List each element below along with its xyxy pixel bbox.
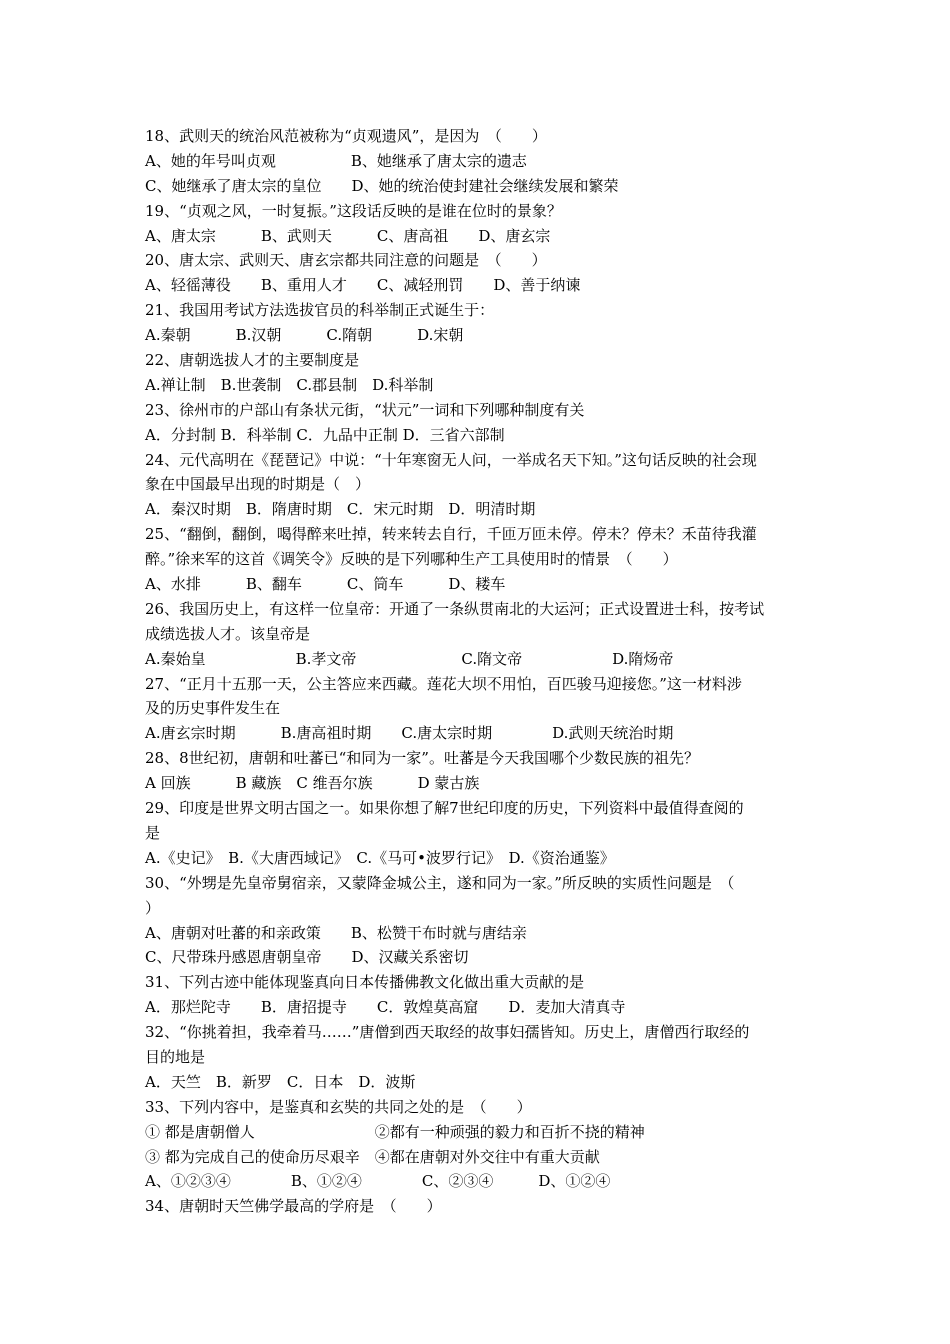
q33-options: A、①②③④ B、①②④ C、②③④ D、①②④ — [145, 1172, 611, 1191]
q24-stem-cont: 象在中国最早出现的时期是（ ） — [145, 475, 371, 494]
q30-stem: 30、“外甥是先皇帝舅宿亲，又蒙降金城公主，遂和同为一家。”所反映的实质性问题是 （ — [145, 873, 735, 892]
q31-options: A．那烂陀寺 B．唐招提寺 C．敦煌莫高窟 D．麦加大清真寺 — [145, 998, 626, 1017]
q20-stem: 20、唐太宗、武则天、唐玄宗都共同注意的问题是 （ ） — [145, 251, 547, 270]
q27-stem: 27、“正月十五那一天，公主答应来西藏。莲花大坝不用怕，百匹骏马迎接您。”这一材料涉 — [145, 674, 742, 693]
q26-options: A.秦始皇 B.孝文帝 C.隋文帝 D.隋炀帝 — [145, 649, 674, 668]
q28-stem: 28、8世纪初，唐朝和吐蕃已“和同为一家”。吐蕃是今天我国哪个少数民族的祖先？ — [145, 749, 699, 768]
q18-options-cd: C、她继承了唐太宗的皇位 D、她的统治使封建社会继续发展和繁荣 — [145, 176, 619, 195]
q22-options: A.禅让制 B.世袭制 C.郡县制 D.科举制 — [145, 375, 434, 394]
q30-stem-cont: ） — [145, 898, 161, 917]
q33-item-3-4: ③ 都为完成自己的使命历尽艰辛 ④都在唐朝对外交往中有重大贡献 — [145, 1147, 600, 1166]
q23-stem: 23、徐州市的户部山有条状元街，“状元”一词和下列哪种制度有关 — [145, 400, 585, 419]
q29-options: A.《史记》 B.《大唐西域记》 C.《马可•波罗行记》 D.《资治通鉴》 — [145, 848, 615, 867]
q24-options: A．秦汉时期 B．隋唐时期 C．宋元时期 D．明清时期 — [145, 500, 536, 519]
q20-options: A、轻徭薄役 B、重用人才 C、减轻刑罚 D、善于纳谏 — [145, 276, 581, 295]
q29-stem-cont: 是 — [145, 823, 161, 842]
q25-stem: 25、“翻倒，翻倒，喝得醉来吐掉，转来转去自行，千匝万匝未停。停未？停未？禾苗待我灌 — [145, 525, 757, 544]
q27-stem-cont: 及的历史事件发生在 — [145, 699, 281, 718]
q32-options: A．天竺 B．新罗 C．日本 D．波斯 — [145, 1072, 416, 1091]
q31-stem: 31、下列古迹中能体现鉴真向日本传播佛教文化做出重大贡献的是 — [145, 973, 585, 992]
q34-stem: 34、唐朝时天竺佛学最高的学府是 （ ） — [145, 1197, 442, 1216]
question-text — [145, 124, 815, 1219]
q33-stem: 33、下列内容中，是鉴真和玄奘的共同之处的是 （ ） — [145, 1097, 532, 1116]
q19-options: A、唐太宗 B、武则天 C、唐高祖 D、唐玄宗 — [145, 226, 551, 245]
q21-options: A.秦朝 B.汉朝 C.隋朝 D.宋朝 — [145, 326, 464, 345]
q18-options-ab: A、她的年号叫贞观 B、她继承了唐太宗的遗志 — [145, 151, 527, 170]
q25-options: A、水排 B、翻车 C、筒车 D、耧车 — [145, 575, 506, 594]
q30-options-cd: C、尺带珠丹感恩唐朝皇帝 D、汉藏关系密切 — [145, 948, 469, 967]
q27-options: A.唐玄宗时期 B.唐高祖时期 C.唐太宗时期 D.武则天统治时期 — [145, 724, 674, 743]
q21-stem: 21、我国用考试方法选拔官员的科举制正式诞生于： — [145, 301, 495, 320]
q28-options: A 回族 B 藏族 C 维吾尔族 D 蒙古族 — [145, 774, 480, 793]
q33-item-1-2: ① 都是唐朝僧人 ②都有一种顽强的毅力和百折不挠的精神 — [145, 1122, 645, 1141]
q26-stem: 26、我国历史上，有这样一位皇帝：开通了一条纵贯南北的大运河；正式设置进士科，按考试 — [145, 599, 765, 618]
q24-stem: 24、元代高明在《琵琶记》中说：“十年寒窗无人问，一举成名天下知。”这句话反映的社会现 — [145, 450, 757, 469]
q25-stem-cont: 醉。”徐来军的这首《调笑令》反映的是下列哪种生产工具使用时的情景 （ ） — [145, 550, 678, 569]
q22-stem: 22、唐朝选拔人才的主要制度是 — [145, 351, 360, 370]
q26-stem-cont: 成绩选拔人才。该皇帝是 — [145, 624, 311, 643]
q19-stem: 19、“贞观之风，一时复振。”这段话反映的是谁在位时的景象？ — [145, 201, 562, 220]
q32-stem-cont: 目的地是 — [145, 1047, 206, 1066]
q18-stem: 18、武则天的统治风范被称为“贞观遗风”，是因为 （ ） — [145, 127, 547, 145]
q32-stem: 32、“你挑着担，我牵着马……”唐僧到西天取经的故事妇孺皆知。历史上，唐僧西行取经的 — [145, 1023, 750, 1042]
q29-stem: 29、印度是世界文明古国之一。如果你想了解7世纪印度的历史，下列资料中最值得查阅的 — [145, 799, 744, 818]
q30-options-ab: A、唐朝对吐蕃的和亲政策 B、松赞干布时就与唐结亲 — [145, 923, 527, 942]
q23-options: A．分封制 B．科举制 C．九品中正制 D．三省六部制 — [145, 425, 505, 444]
